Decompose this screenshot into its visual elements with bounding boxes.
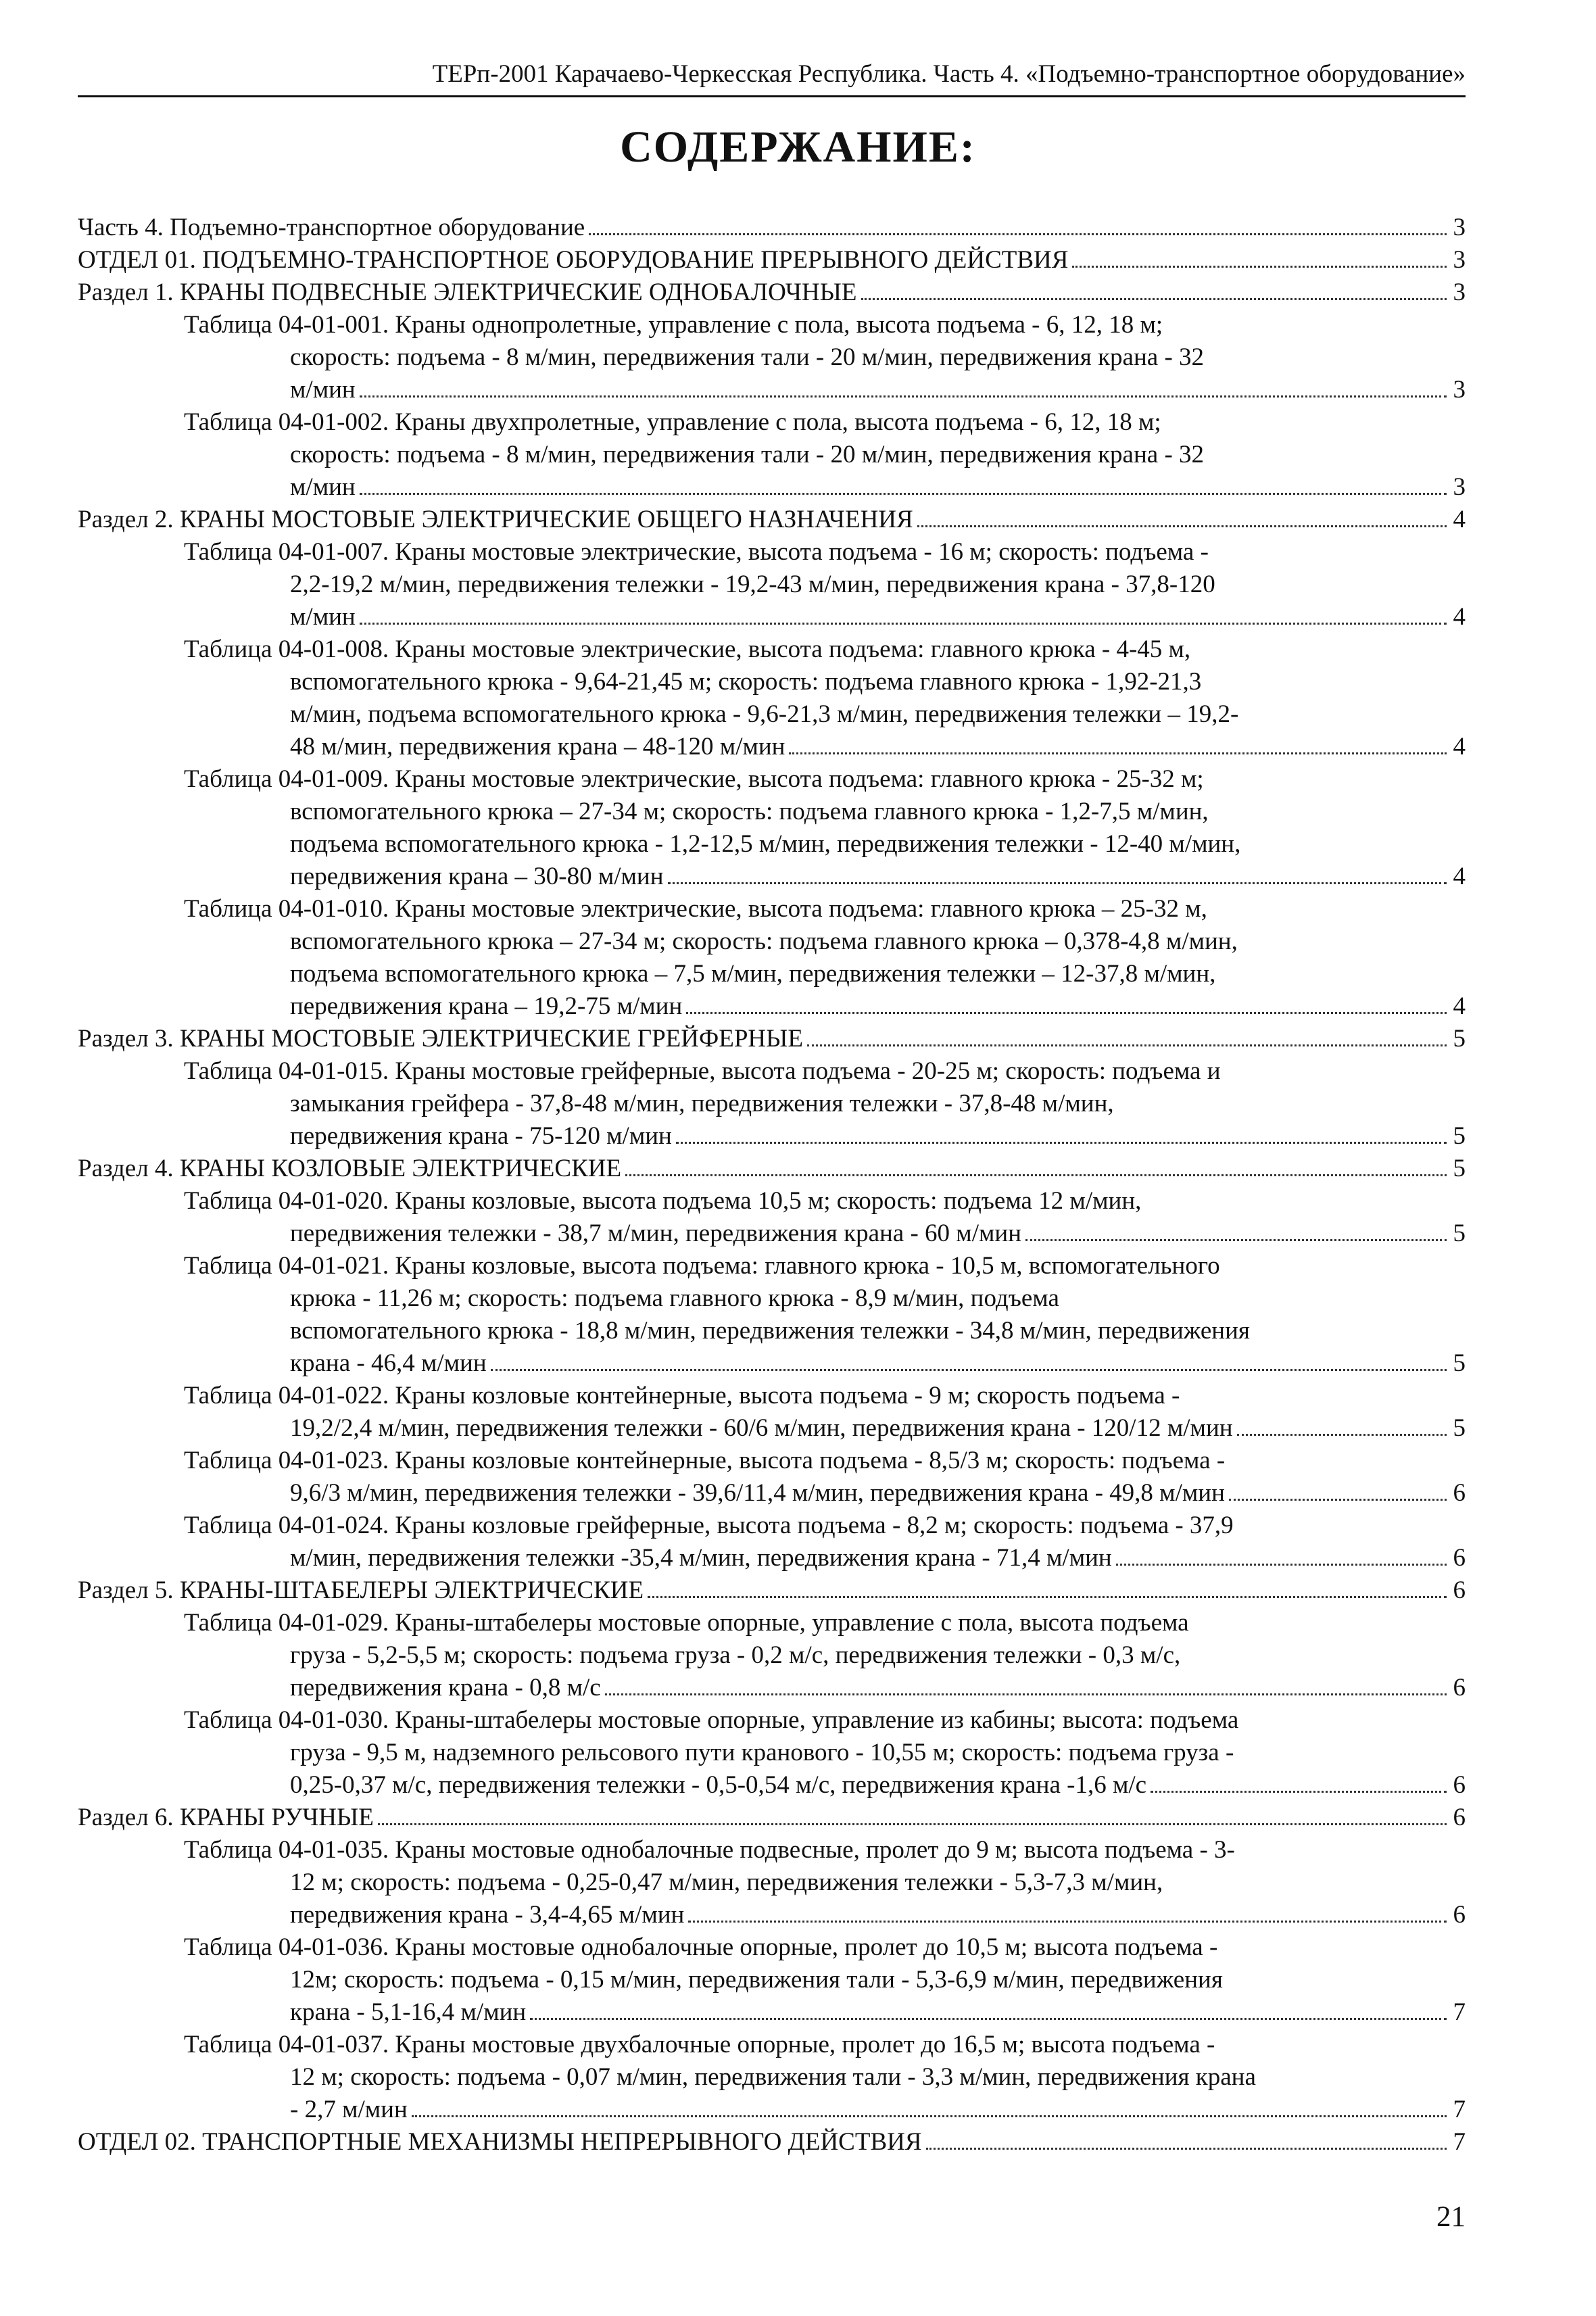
toc-table-entry[interactable] <box>78 309 1466 406</box>
toc-entry-line <box>184 1380 1466 1412</box>
toc-page-number: 4 <box>1453 992 1466 1020</box>
dot-leader <box>412 2115 1447 2117</box>
toc-page-number: 4 <box>1453 506 1466 533</box>
toc-entry-text: Таблица 04-01-020. Краны козловые, высота подъема 10,5 м; скорость: подъема 12 м/мин, <box>184 1187 1142 1215</box>
toc-page-number: 5 <box>1453 1122 1466 1150</box>
toc-entry-line <box>184 1769 1466 1802</box>
toc-entry-text: м/мин <box>290 603 356 631</box>
toc-entry-text: Таблица 04-01-037. Краны мостовые двухбалочные опорные, пролет до 16,5 м; высота подъема - <box>184 2031 1215 2058</box>
toc-entry-text: 9,6/3 м/мин, передвижения тележки - 39,6/11,4 м/мин, передвижения крана - 49,8 м/мин <box>290 1479 1225 1507</box>
dot-leader <box>1072 266 1447 268</box>
toc-entry-line <box>184 698 1466 731</box>
toc-entry-line <box>184 763 1466 796</box>
toc-entry-text: Раздел 5. КРАНЫ-ШТАБЕЛЕРЫ ЭЛЕКТРИЧЕСКИЕ <box>78 1576 644 1604</box>
toc-entry-line <box>184 1477 1466 1510</box>
toc-section-entry[interactable] <box>78 504 1466 536</box>
toc-entry-line <box>184 1412 1466 1445</box>
toc-entry-text: крана - 5,1-16,4 м/мин <box>290 1998 527 2026</box>
toc-page-number: 4 <box>1453 733 1466 761</box>
toc-entry-text: 0,25-0,37 м/с, передвижения тележки - 0,5-0,54 м/с, передвижения крана -1,6 м/с <box>290 1771 1147 1799</box>
dot-leader <box>360 395 1447 397</box>
toc-entry-text: Таблица 04-01-007. Краны мостовые электрические, высота подъема - 16 м; скорость: подъема - <box>184 538 1209 566</box>
toc-entry-text: Раздел 4. КРАНЫ КОЗЛОВЫЕ ЭЛЕКТРИЧЕСКИЕ <box>78 1155 622 1182</box>
toc-entry-text: передвижения тележки - 38,7 м/мин, передвижения крана - 60 м/мин <box>290 1220 1021 1247</box>
toc-page-number: 3 <box>1453 473 1466 501</box>
toc-entry-line <box>78 504 1466 536</box>
toc-page-number: 6 <box>1453 1901 1466 1929</box>
toc-entry-line <box>184 1185 1466 1217</box>
dot-leader <box>625 1174 1447 1176</box>
page-number: 21 <box>1436 2201 1466 2233</box>
toc-table-entry[interactable] <box>78 1185 1466 1250</box>
dot-leader <box>1116 1564 1447 1566</box>
dot-leader <box>926 2148 1447 2150</box>
toc-entry-line <box>184 1672 1466 1704</box>
toc-entry-text: замыкания грейфера - 37,8-48 м/мин, передвижения тележки - 37,8-48 м/мин, <box>290 1090 1114 1117</box>
toc-entry-line <box>184 796 1466 828</box>
toc-table-entry[interactable] <box>78 763 1466 893</box>
toc-entry-line <box>184 1931 1466 1964</box>
toc-page-number: 3 <box>1453 246 1466 274</box>
toc-entry-line <box>184 1217 1466 1250</box>
toc-entry-line <box>184 1834 1466 1866</box>
toc-entry-line <box>184 1510 1466 1542</box>
toc-table-entry[interactable] <box>78 1704 1466 1802</box>
dot-leader <box>530 2018 1447 2020</box>
toc-entry-text: крана - 46,4 м/мин <box>290 1349 487 1377</box>
toc-entry-text: передвижения крана – 30-80 м/мин <box>290 863 664 890</box>
toc-entry-text: передвижения крана - 3,4-4,65 м/мин <box>290 1901 685 1929</box>
toc-entry-text: 2,2-19,2 м/мин, передвижения тележки - 19,2-43 м/мин, передвижения крана - 37,8-120 <box>290 571 1215 598</box>
toc-table-entry[interactable] <box>78 1931 1466 2029</box>
toc-entry-text: Таблица 04-01-002. Краны двухпролетные, управление с пола, высота подъема - 6, 12, 18 м; <box>184 408 1161 436</box>
toc-entry-text: груза - 5,2-5,5 м; скорость: подъема груза - 0,2 м/с, передвижения тележки - 0,3 м/с, <box>290 1641 1181 1669</box>
toc-entry-line <box>184 2094 1466 2126</box>
dot-leader <box>1151 1791 1447 1793</box>
toc-entry-text: Таблица 04-01-029. Краны-штабелеры мостовые опорные, управление с пола, высота подъема <box>184 1609 1189 1637</box>
toc-table-entry[interactable] <box>78 1380 1466 1445</box>
toc-entry-text: передвижения крана - 0,8 м/с <box>290 1674 601 1702</box>
toc-entry-line <box>184 1445 1466 1477</box>
toc-section-entry[interactable] <box>78 1023 1466 1055</box>
toc-entry-line <box>78 1023 1466 1055</box>
toc-table-entry[interactable] <box>78 1607 1466 1704</box>
toc-entry-text: Таблица 04-01-001. Краны однопролетные, управление с пола, высота подъема - 6, 12, 18 м; <box>184 311 1163 339</box>
table-of-contents <box>78 212 1466 2158</box>
dot-leader <box>378 1823 1447 1825</box>
toc-entry-text: вспомогательного крюка – 27-34 м; скорость: подъема главного крюка - 1,2-7,5 м/мин, <box>290 798 1209 825</box>
toc-entry-text: передвижения крана - 75-120 м/мин <box>290 1122 672 1150</box>
toc-entry-line <box>184 1250 1466 1282</box>
toc-page-number: 6 <box>1453 1576 1466 1604</box>
toc-entry-text: Раздел 1. КРАНЫ ПОДВЕСНЫЕ ЭЛЕКТРИЧЕСКИЕ ОДНОБАЛОЧНЫЕ <box>78 279 857 306</box>
toc-entry-line <box>184 1639 1466 1672</box>
toc-entry-text: скорость: подъема - 8 м/мин, передвижения тали - 20 м/мин, передвижения крана - 32 <box>290 441 1205 468</box>
toc-page-number: 6 <box>1453 1804 1466 1831</box>
dot-leader <box>360 493 1447 495</box>
toc-page-number: 7 <box>1453 2096 1466 2123</box>
dot-leader <box>491 1369 1447 1371</box>
toc-entry-line <box>184 341 1466 374</box>
toc-table-entry[interactable] <box>78 406 1466 504</box>
toc-entry-text: крюка - 11,26 м; скорость: подъема главного крюка - 8,9 м/мин, подъема <box>290 1284 1059 1312</box>
toc-page-number: 5 <box>1453 1220 1466 1247</box>
toc-entry-line <box>184 861 1466 893</box>
dot-leader <box>688 1921 1447 1923</box>
toc-entry-line <box>184 1315 1466 1347</box>
dot-leader <box>668 882 1447 884</box>
toc-entry-text: 12м; скорость: подъема - 0,15 м/мин, передвижения тали - 5,3-6,9 м/мин, передвижения <box>290 1966 1223 1994</box>
toc-entry-line <box>184 990 1466 1023</box>
dot-leader <box>807 1044 1447 1046</box>
toc-entry-line <box>184 1996 1466 2029</box>
toc-entry-line <box>184 309 1466 341</box>
toc-entry-line <box>78 212 1466 244</box>
dot-leader <box>1025 1239 1447 1241</box>
toc-entry-text: вспомогательного крюка – 27-34 м; скорость: подъема главного крюка – 0,378-4,8 м/мин, <box>290 927 1238 955</box>
toc-entry-text: груза - 9,5 м, надземного рельсового пути кранового - 10,55 м; скорость: подъема груза - <box>290 1739 1234 1766</box>
toc-entry-line <box>184 374 1466 406</box>
toc-table-entry[interactable] <box>78 633 1466 763</box>
toc-entry-line <box>184 601 1466 633</box>
toc-entry-text: Таблица 04-01-010. Краны мостовые электрические, высота подъема: главного крюка – 25-32 м, <box>184 895 1207 923</box>
toc-entry-text: 19,2/2,4 м/мин, передвижения тележки - 60/6 м/мин, передвижения крана - 120/12 м/мин <box>290 1414 1233 1442</box>
toc-entry-text: вспомогательного крюка - 18,8 м/мин, передвижения тележки - 34,8 м/мин, передвижения <box>290 1317 1250 1345</box>
toc-entry-line <box>184 958 1466 990</box>
toc-table-entry[interactable] <box>78 1834 1466 1931</box>
toc-section-entry[interactable] <box>78 1802 1466 1834</box>
toc-entry-line <box>184 406 1466 439</box>
toc-entry-line <box>184 2061 1466 2094</box>
toc-entry-text: ОТДЕЛ 02. ТРАНСПОРТНЫЕ МЕХАНИЗМЫ НЕПРЕРЫВНОГО ДЕЙСТВИЯ <box>78 2128 922 2156</box>
toc-page-number: 4 <box>1453 603 1466 631</box>
toc-entry-line <box>184 1866 1466 1899</box>
toc-entry-line <box>184 1120 1466 1153</box>
toc-page-number: 5 <box>1453 1414 1466 1442</box>
toc-table-entry[interactable] <box>78 1445 1466 1510</box>
toc-page-number: 5 <box>1453 1155 1466 1182</box>
toc-entry-line <box>184 1282 1466 1315</box>
toc-entry-line <box>184 1899 1466 1931</box>
toc-entry-line <box>184 925 1466 958</box>
toc-page-number: 3 <box>1453 214 1466 241</box>
toc-entry-line <box>184 1055 1466 1088</box>
dot-leader <box>861 298 1447 300</box>
toc-page-number: 7 <box>1453 2128 1466 2156</box>
toc-entry-line <box>184 471 1466 504</box>
toc-entry-text: м/мин <box>290 376 356 404</box>
toc-entry-text: м/мин, подъема вспомогательного крюка - 9,6-21,3 м/мин, передвижения тележки – 19,2- <box>290 700 1239 728</box>
dot-leader <box>1237 1434 1447 1436</box>
toc-table-entry[interactable] <box>78 1510 1466 1574</box>
dot-leader <box>676 1142 1447 1144</box>
toc-entry-text: подъема вспомогательного крюка - 1,2-12,5 м/мин, передвижения тележки - 12-40 м/мин, <box>290 830 1241 858</box>
toc-table-entry[interactable] <box>78 536 1466 633</box>
toc-entry-line <box>184 828 1466 861</box>
toc-entry-text: Таблица 04-01-009. Краны мостовые электрические, высота подъема: главного крюка - 25-32 м; <box>184 765 1204 793</box>
toc-entry-line <box>184 731 1466 763</box>
dot-leader <box>360 623 1447 625</box>
dot-leader <box>1229 1499 1447 1501</box>
toc-page-number: 6 <box>1453 1674 1466 1702</box>
toc-section-entry[interactable] <box>78 2126 1466 2158</box>
toc-section-entry[interactable] <box>78 276 1466 309</box>
toc-entry-text: Раздел 6. КРАНЫ РУЧНЫЕ <box>78 1804 374 1831</box>
toc-entry-text: подъема вспомогательного крюка – 7,5 м/мин, передвижения тележки – 12-37,8 м/мин, <box>290 960 1216 988</box>
toc-entry-text: вспомогательного крюка - 9,64-21,45 м; скорость: подъема главного крюка - 1,92-21,3 <box>290 668 1202 696</box>
toc-table-entry[interactable] <box>78 1250 1466 1380</box>
toc-entry-text: Таблица 04-01-030. Краны-штабелеры мостовые опорные, управление из кабины; высота: подъема <box>184 1706 1239 1734</box>
toc-entry-line <box>78 276 1466 309</box>
toc-page-number: 5 <box>1453 1025 1466 1053</box>
toc-table-entry[interactable] <box>78 893 1466 1023</box>
toc-section-entry[interactable] <box>78 244 1466 276</box>
toc-page-number: 3 <box>1453 376 1466 404</box>
toc-entry-text: скорость: подъема - 8 м/мин, передвижения тали - 20 м/мин, передвижения крана - 32 <box>290 343 1205 371</box>
toc-entry-line <box>184 1088 1466 1120</box>
toc-entry-line <box>78 2126 1466 2158</box>
toc-section-entry[interactable] <box>78 1574 1466 1607</box>
toc-section-entry[interactable] <box>78 1153 1466 1185</box>
dot-leader <box>686 1012 1447 1014</box>
toc-entry-text: Таблица 04-01-036. Краны мостовые однобалочные опорные, пролет до 10,5 м; высота подъема - <box>184 1933 1218 1961</box>
toc-entry-text: передвижения крана – 19,2-75 м/мин <box>290 992 683 1020</box>
toc-entry-text: - 2,7 м/мин <box>290 2096 408 2123</box>
toc-entry-line <box>184 1704 1466 1737</box>
toc-page-number: 6 <box>1453 1479 1466 1507</box>
toc-entry-line <box>184 893 1466 925</box>
toc-section-entry[interactable] <box>78 212 1466 244</box>
toc-entry-text: м/мин, передвижения тележки -35,4 м/мин, передвижения крана - 71,4 м/мин <box>290 1544 1112 1572</box>
dot-leader <box>789 752 1447 754</box>
toc-entry-line <box>184 569 1466 601</box>
toc-entry-text: Таблица 04-01-021. Краны козловые, высота подъема: главного крюка - 10,5 м, вспомогательного <box>184 1252 1220 1280</box>
toc-page-number: 6 <box>1453 1544 1466 1572</box>
toc-entry-text: Таблица 04-01-023. Краны козловые контейнерные, высота подъема - 8,5/3 м; скорость: подъема - <box>184 1447 1226 1474</box>
toc-entry-text: ОТДЕЛ 01. ПОДЪЕМНО-ТРАНСПОРТНОЕ ОБОРУДОВАНИЕ ПРЕРЫВНОГО ДЕЙСТВИЯ <box>78 246 1069 274</box>
running-header: ТЕРп-2001 Карачаево-Черкесская Республика. Часть 4. «Подъемно-транспортное оборудование» <box>432 60 1466 88</box>
toc-table-entry[interactable] <box>78 1055 1466 1153</box>
page-title: СОДЕРЖАНИЕ: <box>620 122 976 172</box>
dot-leader <box>605 1693 1447 1695</box>
toc-entry-text: 48 м/мин, передвижения крана – 48-120 м/мин <box>290 733 785 761</box>
toc-page-number: 3 <box>1453 279 1466 306</box>
toc-entry-text: Раздел 3. КРАНЫ МОСТОВЫЕ ЭЛЕКТРИЧЕСКИЕ ГРЕЙФЕРНЫЕ <box>78 1025 803 1053</box>
toc-entry-line <box>184 439 1466 471</box>
toc-entry-line <box>184 1347 1466 1380</box>
toc-entry-line <box>184 1607 1466 1639</box>
toc-entry-text: Раздел 2. КРАНЫ МОСТОВЫЕ ЭЛЕКТРИЧЕСКИЕ ОБЩЕГО НАЗНАЧЕНИЯ <box>78 506 913 533</box>
toc-entry-text: Таблица 04-01-008. Краны мостовые электрические, высота подъема: главного крюка - 4-45 м, <box>184 635 1191 663</box>
toc-table-entry[interactable] <box>78 2029 1466 2126</box>
dot-leader <box>648 1596 1447 1598</box>
toc-entry-line <box>184 1737 1466 1769</box>
toc-page-number: 6 <box>1453 1771 1466 1799</box>
toc-entry-line <box>78 244 1466 276</box>
toc-entry-line <box>184 2029 1466 2061</box>
toc-page-number: 7 <box>1453 1998 1466 2026</box>
toc-entry-line <box>184 1542 1466 1574</box>
toc-entry-text: Таблица 04-01-024. Краны козловые грейферные, высота подъема - 8,2 м; скорость: подъема - 37,9 <box>184 1512 1234 1539</box>
toc-entry-text: м/мин <box>290 473 356 501</box>
toc-entry-line <box>184 633 1466 666</box>
toc-entry-line <box>184 666 1466 698</box>
dot-leader <box>917 525 1447 527</box>
toc-entry-text: Таблица 04-01-015. Краны мостовые грейферные, высота подъема - 20-25 м; скорость: подъема и <box>184 1057 1221 1085</box>
toc-entry-text: Таблица 04-01-035. Краны мостовые однобалочные подвесные, пролет до 9 м; высота подъема - 3- <box>184 1836 1235 1864</box>
toc-entry-line <box>78 1574 1466 1607</box>
toc-entry-text: 12 м; скорость: подъема - 0,07 м/мин, передвижения тали - 3,3 м/мин, передвижения крана <box>290 2063 1256 2091</box>
toc-entry-line <box>184 536 1466 569</box>
toc-entry-text: 12 м; скорость: подъема - 0,25-0,47 м/мин, передвижения тележки - 5,3-7,3 м/мин, <box>290 1868 1163 1896</box>
toc-page-number: 4 <box>1453 863 1466 890</box>
toc-entry-text: Таблица 04-01-022. Краны козловые контейнерные, высота подъема - 9 м; скорость подъема - <box>184 1382 1180 1409</box>
header-divider <box>78 95 1466 97</box>
toc-entry-text: Часть 4. Подъемно-транспортное оборудование <box>78 214 585 241</box>
toc-entry-line <box>184 1964 1466 1996</box>
dot-leader <box>589 233 1447 235</box>
toc-page-number: 5 <box>1453 1349 1466 1377</box>
toc-entry-line <box>78 1802 1466 1834</box>
toc-entry-line <box>78 1153 1466 1185</box>
